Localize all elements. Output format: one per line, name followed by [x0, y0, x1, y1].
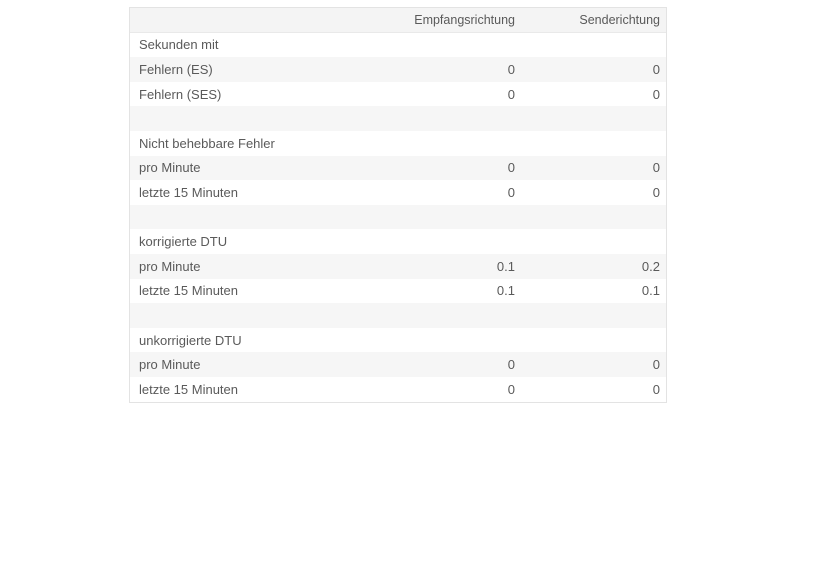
table-row-data: [130, 254, 666, 279]
table-header-row: [130, 8, 666, 33]
row-label: pro Minute: [139, 258, 201, 274]
row-value-senderichtung: 0: [652, 184, 660, 200]
row-value-senderichtung: 0.2: [641, 258, 660, 274]
row-value-empfangsrichtung: 0: [507, 86, 515, 102]
row-value-empfangsrichtung: 0: [507, 357, 515, 373]
table-row-spacer: [130, 303, 666, 328]
row-value-empfangsrichtung: 0: [507, 184, 515, 200]
table-row-data: [130, 377, 666, 402]
row-value-empfangsrichtung: 0.1: [496, 258, 515, 274]
column-header-senderichtung: Senderichtung: [579, 12, 660, 27]
table-body: [130, 33, 666, 402]
row-value-senderichtung: 0: [652, 357, 660, 373]
table-row-section: [130, 33, 666, 58]
table-row-data: [130, 279, 666, 304]
table-row-data: [130, 156, 666, 181]
row-value-senderichtung: 0: [652, 86, 660, 102]
table-row-section: [130, 131, 666, 156]
table-row-data: [130, 82, 666, 107]
row-value-senderichtung: 0: [652, 160, 660, 176]
table-row-section: [130, 328, 666, 353]
row-label: Nicht behebbare Fehler: [139, 135, 275, 151]
table-row-data: [130, 57, 666, 82]
row-label: letzte 15 Minuten: [139, 381, 239, 397]
row-label: letzte 15 Minuten: [139, 283, 239, 299]
row-value-senderichtung: 0: [652, 61, 660, 77]
table-row-spacer: [130, 205, 666, 230]
row-label: pro Minute: [139, 357, 201, 373]
table-row-spacer: [130, 106, 666, 131]
row-value-senderichtung: 0.1: [641, 283, 660, 299]
row-value-empfangsrichtung: 0: [507, 381, 515, 397]
table-row-section: [130, 229, 666, 254]
row-value-empfangsrichtung: 0.1: [496, 283, 515, 299]
row-value-senderichtung: 0: [652, 381, 660, 397]
row-value-empfangsrichtung: 0: [507, 61, 515, 77]
table-row-data: [130, 180, 666, 205]
row-label: letzte 15 Minuten: [139, 184, 239, 200]
dsl-error-statistics-table: [129, 7, 667, 403]
row-label: unkorrigierte DTU: [139, 332, 242, 348]
table-row-data: [130, 352, 666, 377]
column-header-empfangsrichtung: Empfangsrichtung: [414, 12, 515, 27]
row-label: pro Minute: [139, 160, 201, 176]
row-label: Sekunden mit: [139, 37, 219, 53]
row-label: Fehlern (SES): [139, 86, 222, 102]
row-value-empfangsrichtung: 0: [507, 160, 515, 176]
row-label: Fehlern (ES): [139, 61, 213, 77]
row-label: korrigierte DTU: [139, 234, 228, 250]
